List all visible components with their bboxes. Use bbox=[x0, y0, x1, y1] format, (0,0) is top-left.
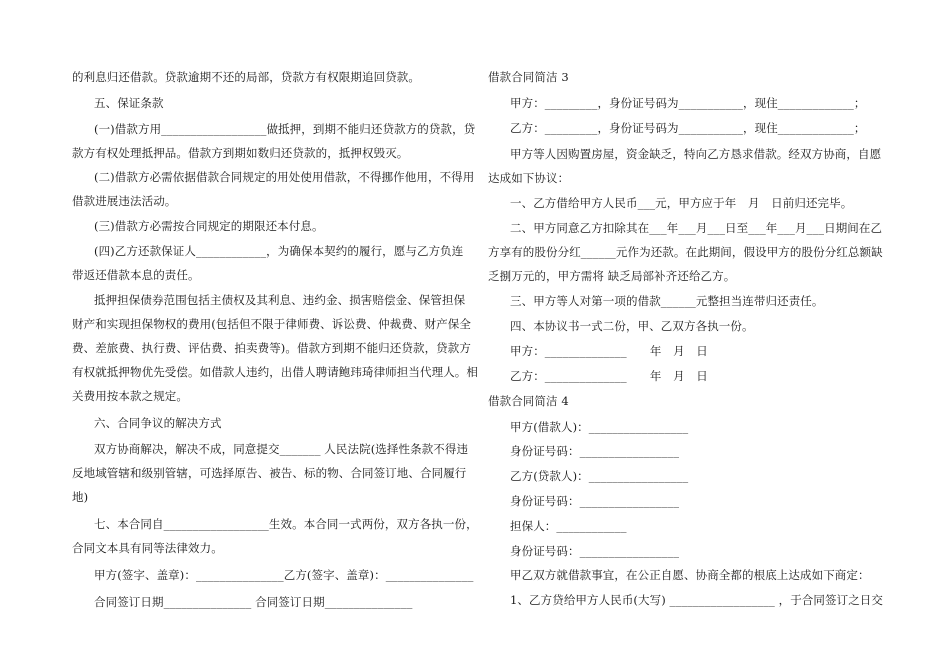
text-line: (二)借款方必需依据借款合同规定的用处使用借款，不得挪作他用，不得用 bbox=[94, 170, 475, 184]
text-line: 二、甲方同意乙方扣除其在___年___月___日至___年___月___日期间在乙 bbox=[510, 221, 883, 235]
id-number-line: 身份证号码：_________________ bbox=[510, 494, 680, 508]
id-number-line: 身份证号码：_________________ bbox=[510, 544, 680, 558]
guarantor-line: 担保人：____________ bbox=[510, 519, 627, 533]
borrower-line: 甲方(借款人)：_________________ bbox=[510, 420, 689, 434]
text-line: 方享有的股份分红______元作为还款。在此期间，假设甲方的股份分红总额缺 bbox=[488, 245, 883, 259]
text-line: 1、乙方贷给甲方人民币(大写) __________________ ，于合同签订之日交 bbox=[510, 593, 883, 607]
text-line: 双方协商解决，解决不成，同意提交_______ 人民法院(选择性条款不得违 bbox=[94, 442, 469, 456]
text-line: 甲乙双方就借款事宜，在公正自愿、协商全都的根底上达成如下商定： bbox=[510, 568, 870, 582]
text-line: 四、本协议书一式二份，甲、乙双方各执一份。 bbox=[510, 319, 754, 333]
text-line: 费、差旅费、执行费、评估费、拍卖费等)。借款方到期不能归还贷款，贷款方 bbox=[72, 341, 471, 355]
text-line: 乏捌万元的，甲方需将 缺乏局部补齐还给乙方。 bbox=[488, 269, 736, 283]
id-number-line: 身份证号码：_________________ bbox=[510, 444, 680, 458]
text-line: 三、甲方等人对第一项的借款______元整担当连带归还责任。 bbox=[510, 294, 824, 308]
text-line: 的利息归还借款。贷款逾期不还的局部，贷款方有权限期追回贷款。 bbox=[72, 70, 420, 84]
lender-line: 乙方(贷款人)：_________________ bbox=[510, 469, 689, 483]
section-heading: 借款合同简洁 3 bbox=[488, 70, 569, 84]
signature-line: 甲方：______________ 年 月 日 bbox=[510, 344, 708, 358]
text-line: 达成如下协议： bbox=[488, 171, 570, 185]
section-heading: 五、保证条款 bbox=[94, 96, 164, 110]
section-heading: 六、合同争议的解决方式 bbox=[94, 416, 222, 430]
text-line: 合同文本具有同等法律效力。 bbox=[72, 541, 223, 555]
section-heading: 借款合同简洁 4 bbox=[488, 394, 569, 408]
signing-date-line: 合同签订日期_______________ 合同签订日期_______________ bbox=[94, 595, 413, 609]
text-line: (三)借款方必需按合同规定的期限还本付息。 bbox=[94, 219, 324, 233]
text-line: 一、乙方借给甲方人民币___元，甲方应于年 月 日前归还完毕。 bbox=[510, 196, 853, 210]
text-line: (四)乙方还款保证人____________，为确保本契约的履行，愿与乙方负连 bbox=[94, 244, 464, 258]
signature-line: 乙方：______________ 年 月 日 bbox=[510, 369, 708, 383]
party-a-line: 甲方：_________，身份证号码为___________，现住_____________； bbox=[510, 96, 866, 110]
text-line: 带返还借款本息的责任。 bbox=[72, 268, 200, 282]
party-b-line: 乙方：_________，身份证号码为___________，现住_____________； bbox=[510, 121, 866, 135]
text-line: 关费用按本款之规定。 bbox=[72, 389, 188, 403]
text-line: 抵押担保债券范围包括主债权及其利息、违约金、损害赔偿金、保管担保 bbox=[94, 293, 466, 307]
text-line: 借款进展违法活动。 bbox=[72, 194, 177, 208]
text-line: 反地域管辖和级别管辖，可选择原告、被告、标的物、合同签订地、合同履行 bbox=[72, 466, 467, 480]
signature-line: 甲方(签字、盖章)：_______________乙方(签字、盖章)：_______________ bbox=[94, 568, 474, 582]
text-line: 七、本合同自__________________生效。本合同一式两份，双方各执一份， bbox=[94, 517, 478, 531]
text-line: 财产和实现担保物权的费用(包括但不限于律师费、诉讼费、仲裁费、财产保全 bbox=[72, 317, 471, 331]
text-line: 有权就抵押物优先受偿。如借款人违约，出借人聘请鲍玮琦律师担当代理人。相 bbox=[72, 365, 478, 379]
text-line: 款方有权处理抵押品。借款方到期如数归还贷款的，抵押权毁灭。 bbox=[72, 146, 409, 160]
text-line: 甲方等人因购置房屋，资金缺乏，特向乙方恳求借款。经双方协商，自愿 bbox=[510, 147, 882, 161]
text-line: (一)借款方用__________________做抵押，到期不能归还贷款方的贷款，贷 bbox=[94, 122, 476, 136]
text-line: 地) bbox=[72, 490, 89, 504]
